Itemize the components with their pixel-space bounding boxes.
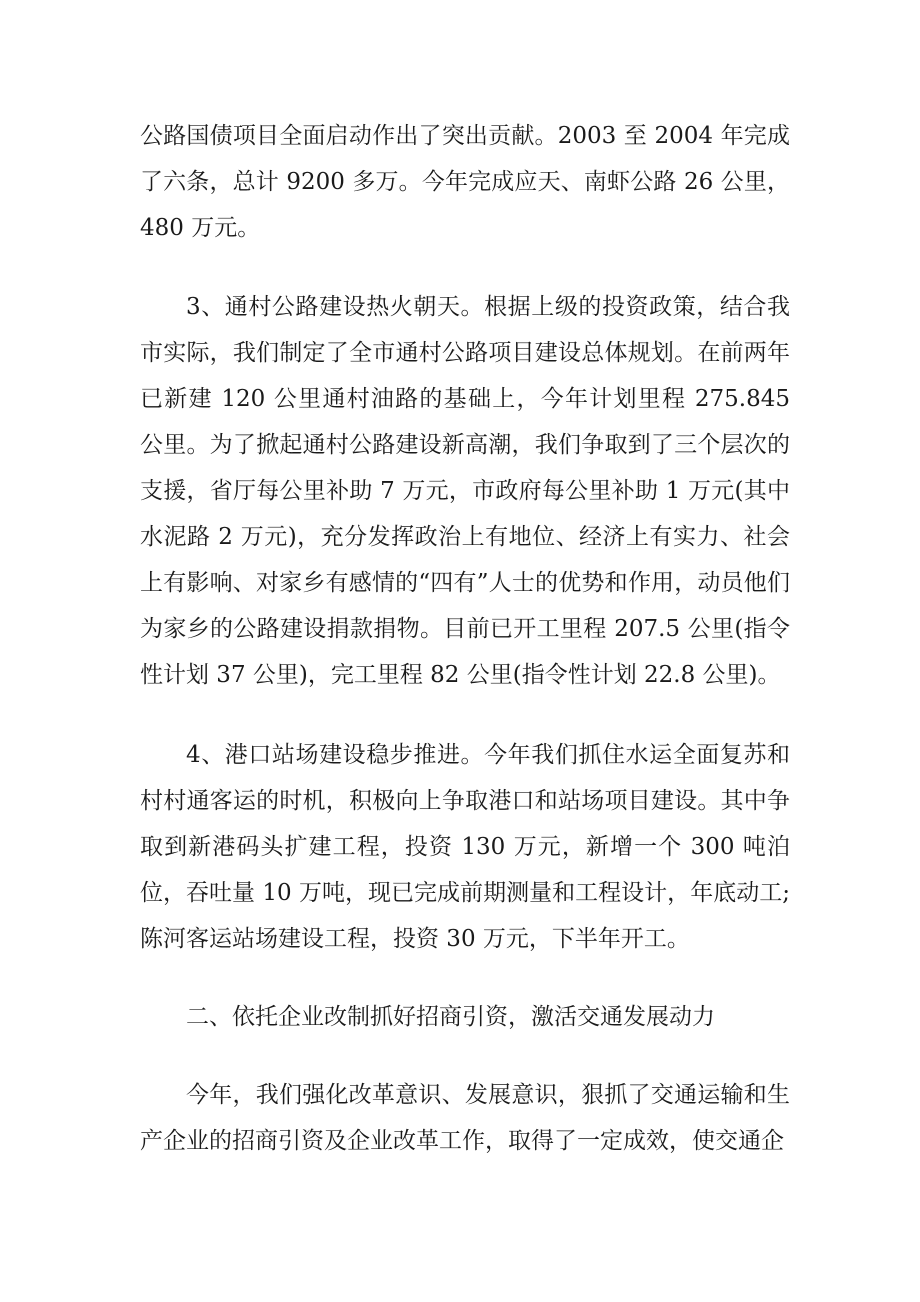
paragraph-investment-reform: 今年，我们强化改革意识、发展意识，狠抓了交通运输和生产企业的招商引资及企业改革工作，取得了一定成效，使交通企 [140, 1082, 790, 1154]
section-heading-enterprise-reform: 二、依托企业改制抓好招商引资，激活交通发展动力 [186, 1004, 715, 1030]
paragraph-port-station-construction: 4、港口站场建设稳步推进。今年我们抓住水运全面复苏和村村通客运的时机，积极向上争取港口和站场项目建设。其中争取到新港码头扩建工程，投资 130 万元，新增一个 300 吨泊位，吞吐量 10 万吨，现已完成前期测量和工程设计，年底动工;陈河客运站场建设工程，投资 30 万元，下半年开工。 [140, 742, 790, 952]
paragraph-village-road-construction: 3、通村公路建设热火朝天。根据上级的投资政策，结合我市实际，我们制定了全市通村公路项目建设总体规划。在前两年已新建 120 公里通村油路的基础上，今年计划里程 275.845 公里。为了掀起通村公路建设新高潮，我们争取到了三个层次的支援，省厅每公里补助 7 万元，市政府每公里补助 1 万元(其中水泥路 2 万元)，充分发挥政治上有地位、经济上有实力、社会上有影响、对家乡有感情的“四有”人士的优势和作用，动员他们为家乡的公路建设捐款捐物。目前已开工里程 207.5 公里(指令性计划 37 公里)，完工里程 82 公里(指令性计划 22.8 公里)。 [140, 294, 790, 688]
document-body [140, 113, 790, 1164]
paragraph-highway-bond-projects: 公路国债项目全面启动作出了突出贡献。2003 至 2004 年完成了六条，总计 9200 多万。今年完成应天、南虾公路 26 公里，480 万元。 [140, 123, 790, 241]
